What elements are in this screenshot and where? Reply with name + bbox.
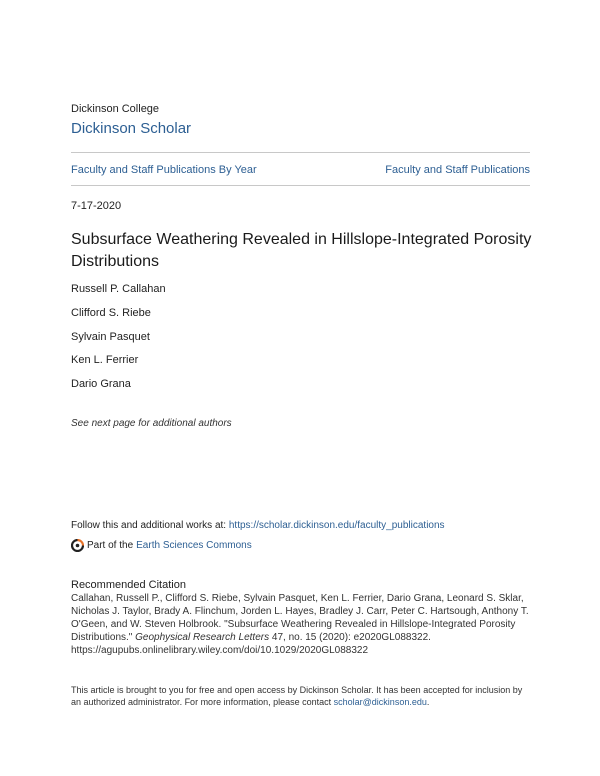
recommended-citation-heading: Recommended Citation: [71, 579, 186, 591]
citation-authors-title: Callahan, Russell P., Clifford S. Riebe, Sylvain Pasquet, Ken L. Ferrier, Dario Grana, Leonard S. Sklar, Nicholas J. Taylor, Brady A. Flinchum, Jorden L. Hayes, Bradley J. Carr, Peter C. Hartsough, Anthony T. O'Geen, and W. Steven Holbrook. "Subsurface Weathering Revealed in Hillslope-Integrated Porosity Distributions.": [71, 593, 529, 643]
repository-link[interactable]: Dickinson Scholar: [71, 120, 192, 137]
access-notice-end: .: [426, 697, 430, 707]
author-item: Ken L. Ferrier: [71, 354, 139, 366]
top-divider: [71, 152, 530, 153]
collection-url-link[interactable]: https://scholar.dickinson.edu/faculty_publications: [228, 520, 445, 531]
author-item: Clifford S. Riebe: [71, 307, 151, 319]
citation-text: [71, 592, 531, 657]
author-item: Sylvain Pasquet: [71, 331, 150, 343]
publication-date: 7-17-2020: [71, 200, 122, 212]
citation-volume: 47, no. 15 (2020): e2020GL088322.: [271, 632, 431, 643]
article-title: Subsurface Weathering Revealed in Hillslope-Integrated Porosity Distributions: [71, 231, 532, 270]
access-notice-text: This article is brought to you for free and open access by Dickinson Scholar. It has been accepted for inclusion by an authorized administrator. For more information, please contact: [71, 685, 523, 707]
contact-email-link[interactable]: scholar@dickinson.edu: [333, 697, 427, 707]
follow-text: Follow this and additional works at:: [71, 520, 227, 531]
network-commons-icon: [71, 539, 84, 552]
citation-doi: https://agupubs.onlinelibrary.wiley.com/doi/10.1029/2020GL088322: [71, 645, 369, 656]
access-notice: [71, 684, 533, 708]
follow-line: [71, 520, 445, 531]
earth-sciences-commons-link[interactable]: Earth Sciences Commons: [136, 540, 252, 551]
author-item: Dario Grana: [71, 378, 131, 390]
bottom-divider: [71, 185, 530, 186]
author-item: Russell P. Callahan: [71, 283, 166, 295]
commons-prefix: Part of the: [87, 540, 134, 551]
institution-name: Dickinson College: [71, 103, 160, 115]
commons-line: [71, 539, 252, 552]
citation-journal: Geophysical Research Letters: [135, 632, 270, 643]
see-next-page-note: See next page for additional authors: [71, 418, 232, 429]
nav-link-by-year[interactable]: Faculty and Staff Publications By Year: [71, 164, 257, 176]
nav-link-publications[interactable]: Faculty and Staff Publications: [385, 164, 530, 176]
